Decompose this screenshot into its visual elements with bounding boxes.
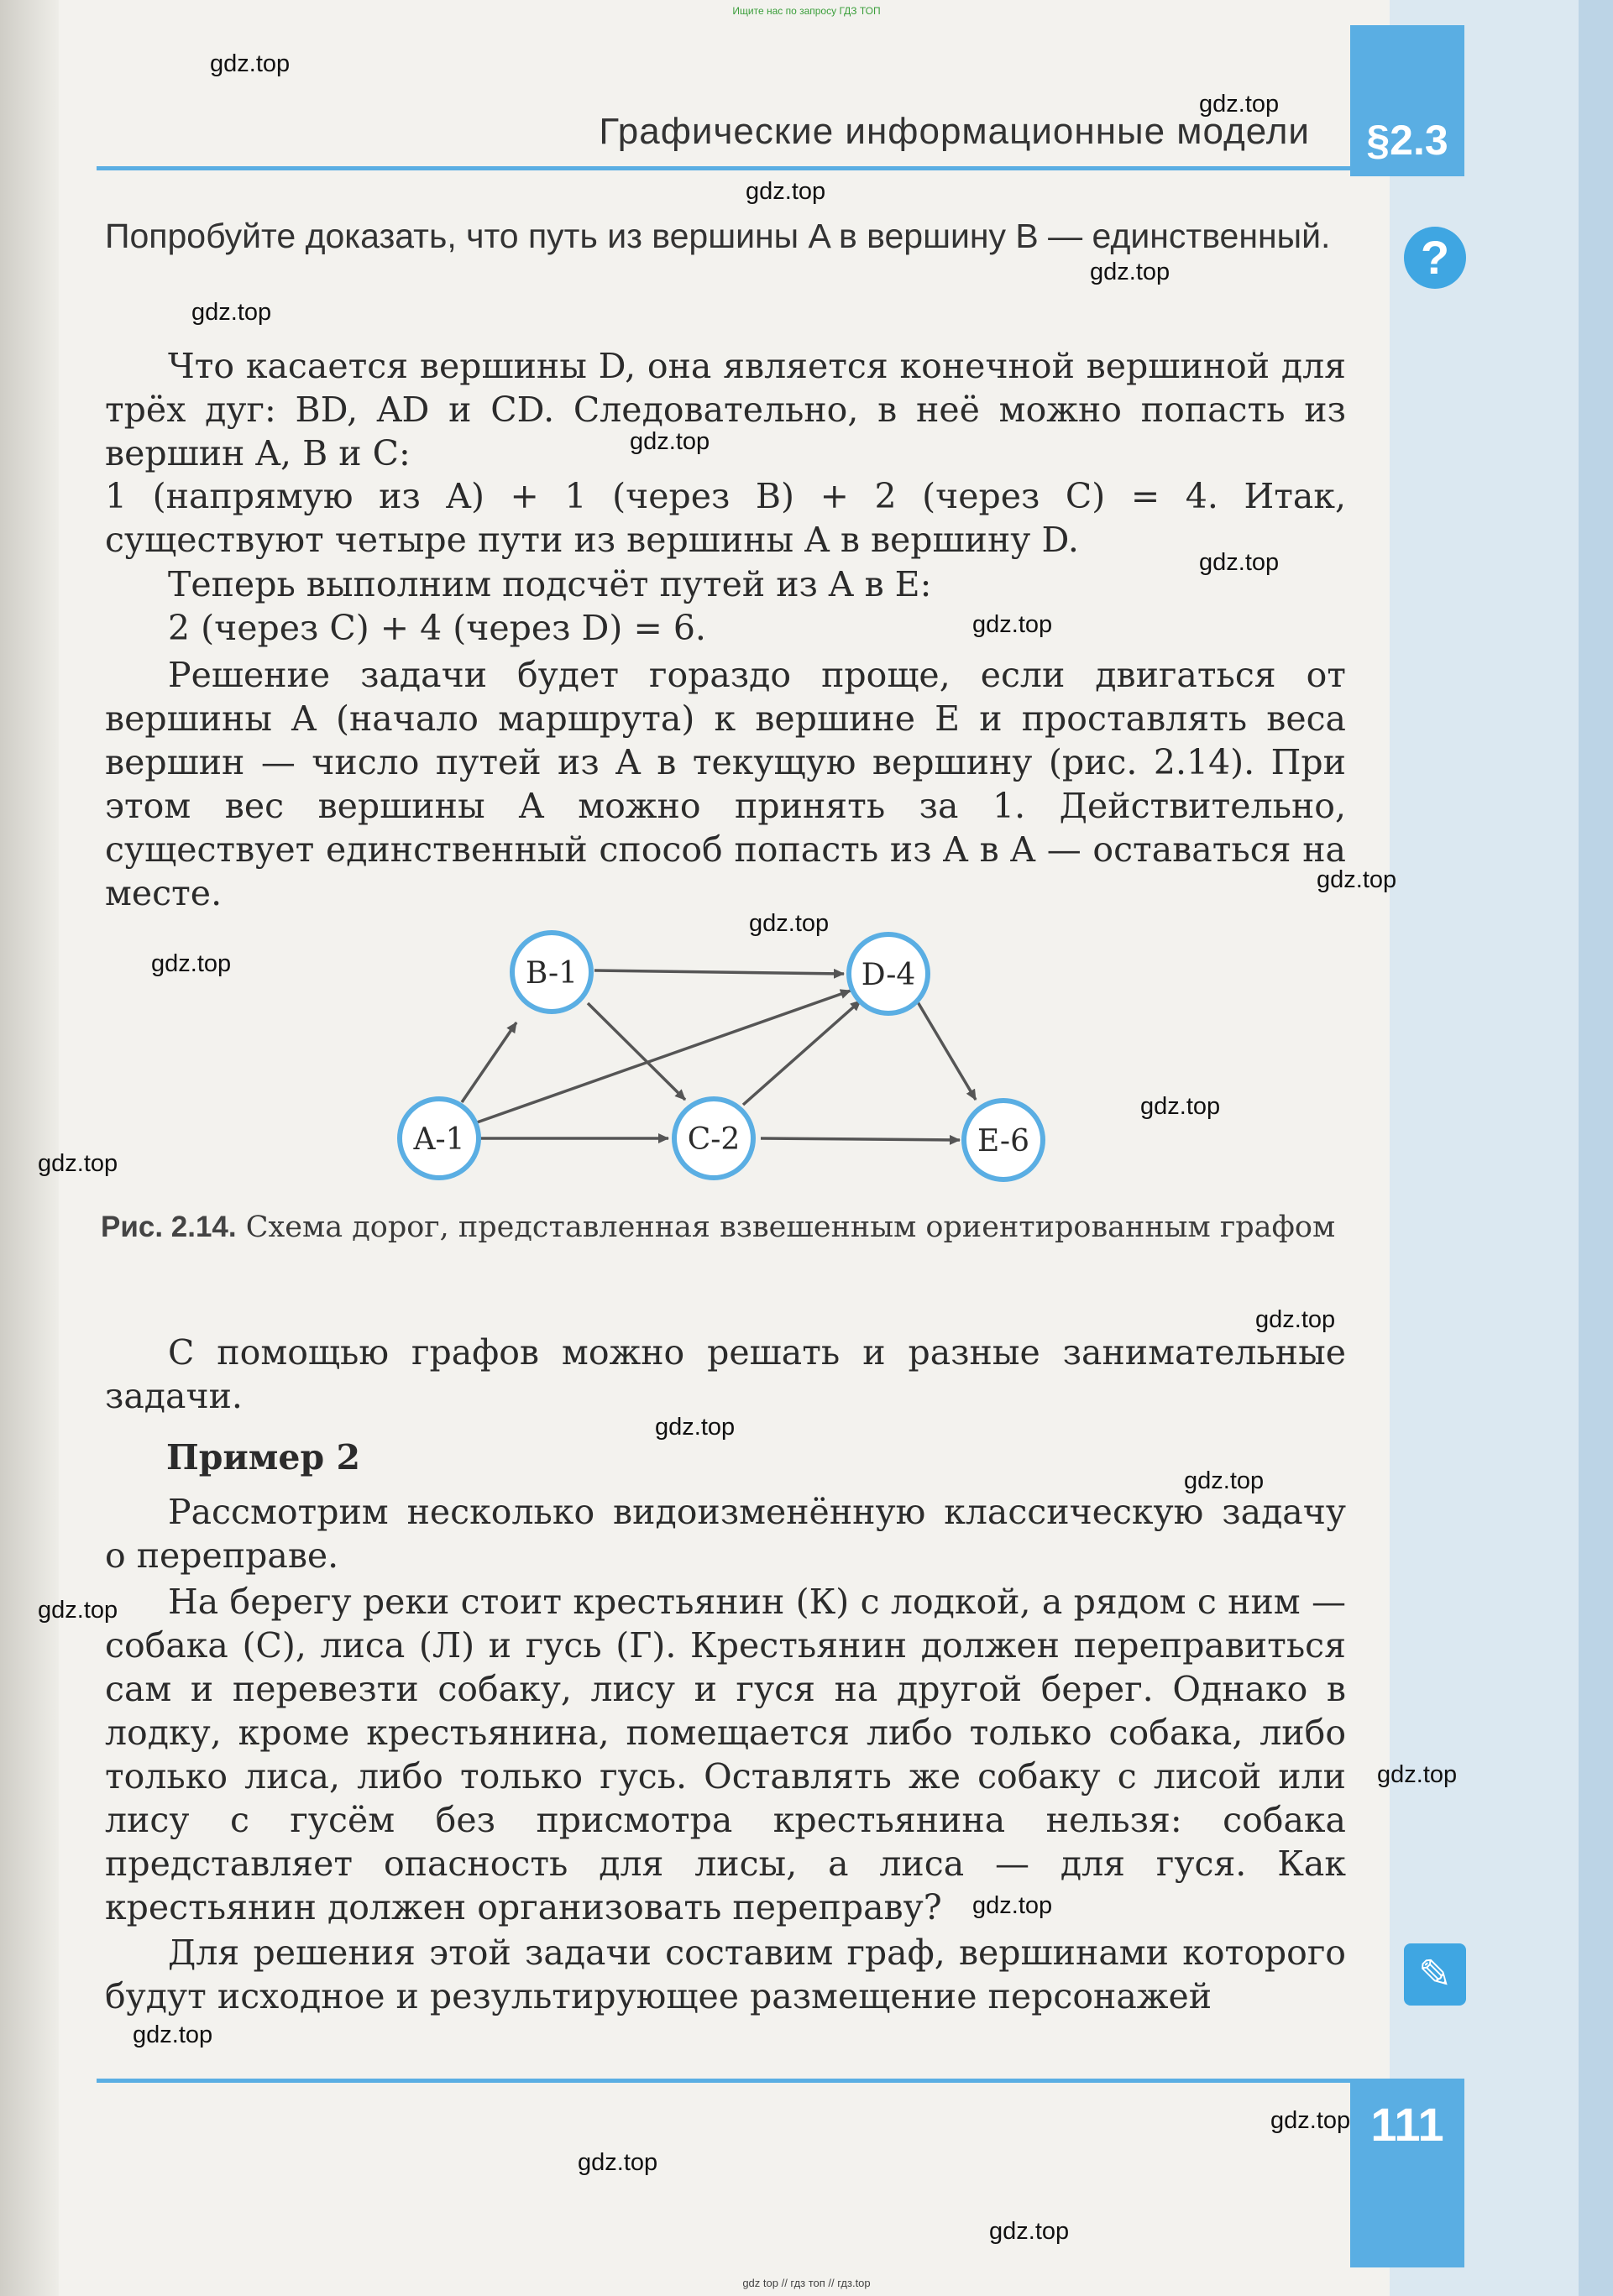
question-text: Попробуйте доказать, что путь из вершины A в вершину B — единственный. [105,217,1331,255]
edge-c-d [743,1001,861,1105]
watermark: gdz.top [1199,91,1280,118]
watermark: gdz.top [1199,549,1280,576]
watermark: gdz.top [749,910,830,937]
watermark: gdz.top [210,50,291,77]
watermark: gdz.top [578,2149,658,2176]
node-e-label: E-6 [977,1124,1030,1158]
watermark: gdz.top [1255,1306,1336,1333]
node-d-label: D-4 [861,958,916,992]
watermark: gdz.top [630,428,710,455]
page-header-title: Графические информационные модели [599,111,1310,152]
paragraph: Что касается вершины D, она является конечной вершиной для трёх дуг: BD, AD и CD. Следовательно, в неё можно попасть из вершин A, B и C: [105,346,1346,473]
watermark: gdz.top [1317,866,1397,893]
watermark: gdz.top [1140,1093,1221,1120]
paragraph: 2 (через C) + 4 (через D) = 6. [168,608,706,648]
footer-rule [97,2079,1350,2083]
watermark: gdz.top [191,299,272,326]
node-c-label: C-2 [687,1122,741,1157]
paragraph: Теперь выполним подсчёт путей из A в E: [168,564,932,604]
watermark: gdz.top [972,611,1053,638]
watermark: gdz.top [1184,1467,1265,1494]
paragraph: На берегу реки стоит крестьянин (К) с лодкой, а рядом с ним — собака (С), лиса (Л) и гусь (Г). Крестьянин должен переправиться сам и перевезти собаку, лису и гуся на другой берег. Однако в лодку, кроме крестьянина, помещается либо только собака, либо только лиса, либо только гусь. Оставлять же собаку с лисой или лису с гусём без присмотра крестьянина нельзя: собака представляет опасность для лисы, а лиса — для гуся. Как крестьянин должен организовать переправу? [105,1582,1346,1927]
paragraph: 1 (напрямую из A) + 1 (через B) + 2 (через C) = 4. Итак, существуют четыре пути из вершины A в вершину D. [105,476,1346,560]
watermark: gdz.top [746,178,826,205]
example-heading: Пример 2 [166,1437,360,1477]
watermark: gdz.top [655,1414,736,1441]
watermark: gdz.top [1377,1761,1458,1788]
edge-a-b [462,1022,516,1102]
page-number: 111 [1350,2079,1464,2267]
edge-d-e [917,1001,976,1100]
watermark: gdz.top [972,1892,1053,1919]
watermark: gdz.top [151,950,232,977]
figure-caption-label: Рис. 2.14. [101,1211,237,1243]
watermark: gdz.top [38,1150,118,1177]
paragraph: Рассмотрим несколько видоизменённую классическую задачу о переправе. [105,1492,1346,1576]
pencil-icon: ✎ [1404,1943,1466,2006]
watermark: gdz.top [1090,259,1170,285]
edge-c-e [761,1138,960,1140]
question-icon: ? [1404,227,1466,289]
edge-b-d [594,970,844,974]
node-b-label: B-1 [525,956,579,991]
section-tab: §2.3 [1350,25,1464,176]
watermark: gdz.top [38,1597,118,1624]
paragraph: С помощью графов можно решать и разные занимательные задачи. [105,1332,1346,1416]
edge-b-c [588,1003,685,1100]
paragraph: Для решения этой задачи составим граф, вершинами которого будут исходное и результирующее размещение персонажей [105,1933,1346,2016]
bottom-note: gdz top // гдз топ // гдз.top [742,2277,871,2289]
watermark: gdz.top [133,2021,213,2048]
figure-caption-text: Схема дорог, представленная взвешенным ориентированным графом [245,1211,1336,1244]
node-a-label: A-1 [413,1122,465,1157]
watermark: gdz.top [989,2218,1070,2245]
paragraph: Решение задачи будет гораздо проще, если двигаться от вершины A (начало маршрута) к вершине E и проставлять веса вершин — число путей из A в текущую вершину (рис. 2.14). При этом вес вершины A можно принять за 1. Действительно, существует единственный способ попасть из A в A — оставаться на месте. [105,655,1346,913]
edge-a-d [477,991,851,1122]
watermark: gdz.top [1270,2107,1351,2134]
figure-caption [101,1207,1343,1247]
top-note: Ищите нас по запросу ГДЗ ТОП [732,5,881,17]
